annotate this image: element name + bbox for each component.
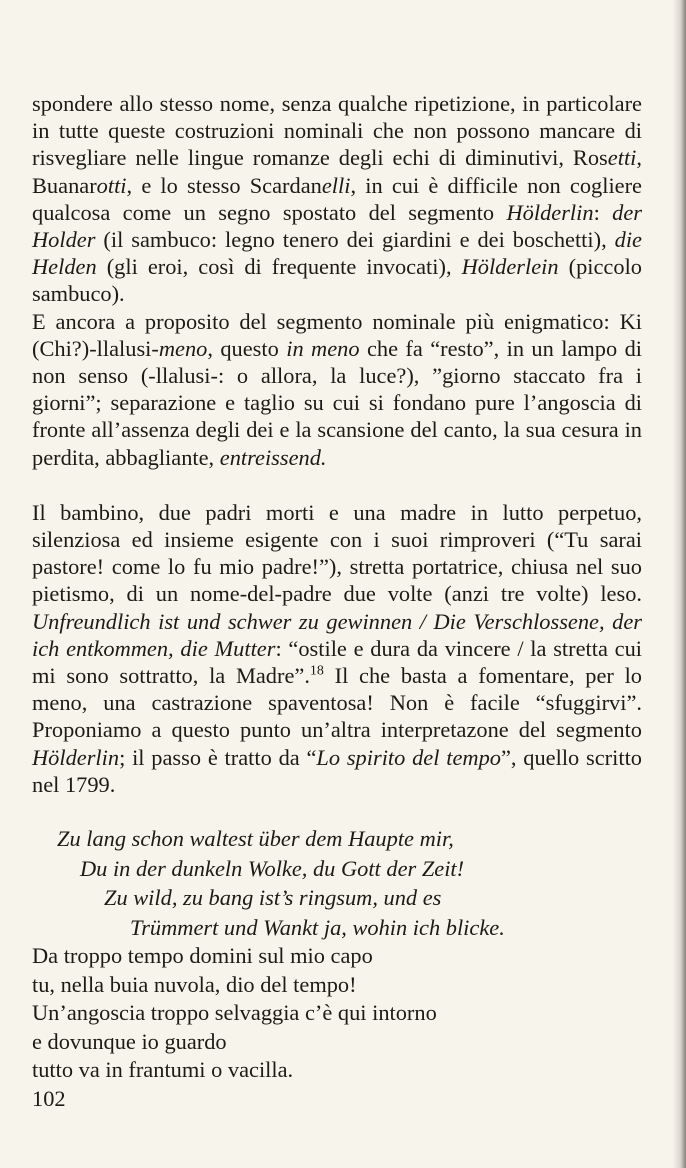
paragraph-2: E ancora a proposito del segmento nominale più enigmatico: Ki (Chi?)-llalusi-meno, questo in meno che fa “resto”, in un lampo di non senso (-llalusi-: o allora, la luce?), ”giorno staccato fra i giorni”; separazione e taglio su cui si fondano pure l’angoscia di fronte all’assenza degli dei e la scansione del canto, la sua cesura in perdita, abbagliante, entreissend. [32,308,642,470]
page-number: 102 [32,1085,66,1111]
poem-german-line: Zu wild, zu bang ist’s ringsum, und es [104,885,442,911]
paragraph-gap [32,471,642,499]
paragraph-3: Il bambino, due padri morti e una madre in lutto perpetuo, silenziosa ed insieme esigente con i suoi rimproveri (“Tu sarai pastore! come lo fu mio padre!”), stretta portatrice, chiusa nel suo pietismo, di un nome-del-padre due volte (anzi tre volte) leso. Unfreundlich ist und schwer zu gewinnen / Die Verschlossene, der ich entkommen, die Mutter: “ostile e dura da vincere / la stretta cui mi sono sottratto, la Madre”.$^{18}$ Il che basta a fomentare, per lo meno, una castrazione spaventosa! Non è facile “sfuggirvi”. Proponiamo a questo punto un’altra interpretazone del segmento Hölderlin; il passo è tratto da “Lo spirito del tempo”, quello scritto nel 1799. [32,499,643,797]
poem-italian-line: tu, nella buia nuvola, dio del tempo! [32,971,357,997]
poem-german-line: Trümmert und Wankt ja, wohin ich blicke. [130,914,505,940]
poem-german [32,824,642,942]
poem-german-line: Du in der dunkeln Wolke, du Gott der Zeit! [80,855,465,881]
poem-italian-line: Da troppo tempo domini sul mio capo [32,943,373,969]
poem-italian [32,942,642,1085]
poem-italian-line: Un’angoscia troppo selvaggia c’è qui intorno [32,1000,437,1026]
page-text [32,90,642,1112]
paragraph-1: spondere allo stesso nome, senza qualche ripetizione, in particolare in tutte queste costruzioni nominali che non possono mancare di risvegliare nelle lingue romanze degli echi di diminutivi, Rosetti, Buanarotti, e lo stesso Scardanelli, in cui è difficile non cogliere qualcosa come un segno spostato del segmento Hölderlin: der Holder (il sambuco: legno tenero dei giardini e dei boschetti), die Helden (gli eroi, così di frequente invocati), Hölderlein (piccolo sambuco). [32,91,642,307]
poem-gap [32,798,642,824]
poem-german-line: Zu lang schon waltest über dem Haupte mir, [57,826,454,852]
poem-italian-line: e dovunque io guardo [32,1028,227,1054]
footnote-marker: 18 [309,663,324,679]
poem-italian-line: tutto va in frantumi o vacilla. [32,1057,294,1083]
page-edge-shadow [672,0,686,1168]
